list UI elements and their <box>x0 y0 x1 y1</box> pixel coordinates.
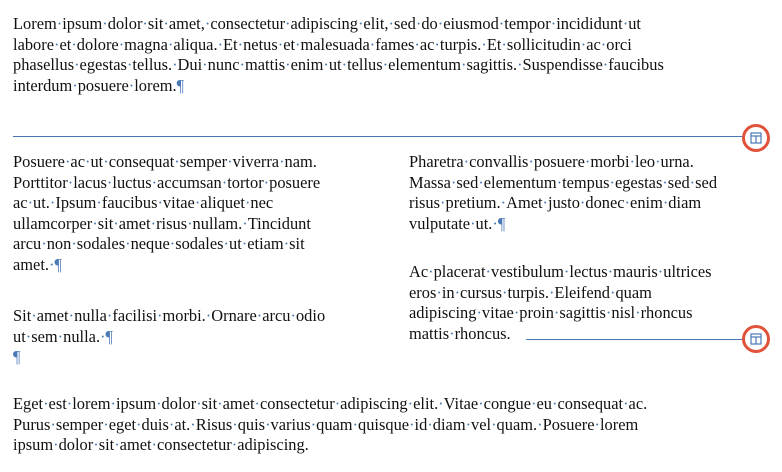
text-line: Massa·sed·elementum·tempus·egestas·sed·sed <box>409 172 718 192</box>
text-line: Posuere·ac·ut·consequat·semper·viverra·nam. <box>13 152 317 171</box>
text-line: amet.·¶ <box>13 254 62 274</box>
right-column-paragraph-2[interactable] <box>409 262 712 344</box>
text-line: Porttitor·lacus·luctus·accumsan·tortor·posuere <box>13 172 321 192</box>
text-line: Ac·placerat·vestibulum·lectus·mauris·ultrices <box>409 262 712 281</box>
text-line: Eget·est·lorem·ipsum·dolor·sit·amet·consectetur·adipiscing·elit.·Vitae·congue·eu·consequat·ac. <box>13 394 648 413</box>
text-line: labore·et·dolore·magna·aliqua.·Et·netus·et·malesuada·fames·ac·turpis.·Et·sollicitudin·ac·orci <box>13 34 632 54</box>
text-line: adipiscing·vitae·proin·sagittis·nisl·rhoncus <box>409 303 693 323</box>
text-line: arcu·non·sodales·neque·sodales·ut·etiam·sit <box>13 234 305 254</box>
left-column-paragraph-1[interactable] <box>13 152 320 276</box>
text-line: interdum·posuere·lorem.¶ <box>13 75 185 95</box>
empty-paragraph-mark: ¶ <box>13 347 21 367</box>
column-section-break-icon <box>750 333 762 345</box>
section-break-marker[interactable] <box>742 124 770 152</box>
text-line: risus·pretium.·Amet·justo·donec·enim·diam <box>409 193 702 213</box>
top-paragraph[interactable] <box>13 14 664 96</box>
section-break-line <box>13 136 743 137</box>
bottom-paragraph[interactable] <box>13 394 647 456</box>
left-column-paragraph-2[interactable] <box>13 306 325 368</box>
text-line: ut·sem·nulla.·¶ <box>13 326 113 346</box>
section-break-line <box>526 339 743 340</box>
text-line: ullamcorper·sit·amet·risus·nullam.·Tincidunt <box>13 213 311 233</box>
section-break-marker[interactable] <box>742 325 770 353</box>
text-line: ac·ut.·Ipsum·faucibus·vitae·aliquet·nec <box>13 193 274 213</box>
text-line: Pharetra·convallis·posuere·morbi·leo·urna. <box>409 152 694 171</box>
text-line: Sit·amet·nulla·facilisi·morbi.·Ornare·arcu·odio <box>13 306 326 325</box>
text-line: mattis·rhoncus. <box>409 323 511 343</box>
text-line: phasellus·egestas·tellus.·Dui·nunc·mattis·enim·ut·tellus·elementum·sagittis.·Suspendisse·faucibus <box>13 55 664 75</box>
text-line: Purus·semper·eget·duis·at.·Risus·quis·varius·quam·quisque·id·diam·vel·quam.·Posuere·lorem <box>13 414 639 434</box>
column-section-break-icon <box>750 132 762 144</box>
text-line: Lorem·ipsum·dolor·sit·amet,·consectetur·adipiscing·elit,·sed·do·eiusmod·tempor·incididunt·ut <box>13 14 641 33</box>
text-line: eros·in·cursus·turpis.·Eleifend·quam <box>409 282 652 302</box>
text-line: vulputate·ut.·¶ <box>409 213 506 233</box>
text-line: ipsum·dolor·sit·amet·consectetur·adipiscing. <box>13 435 309 455</box>
right-column-paragraph-1[interactable] <box>409 152 717 234</box>
